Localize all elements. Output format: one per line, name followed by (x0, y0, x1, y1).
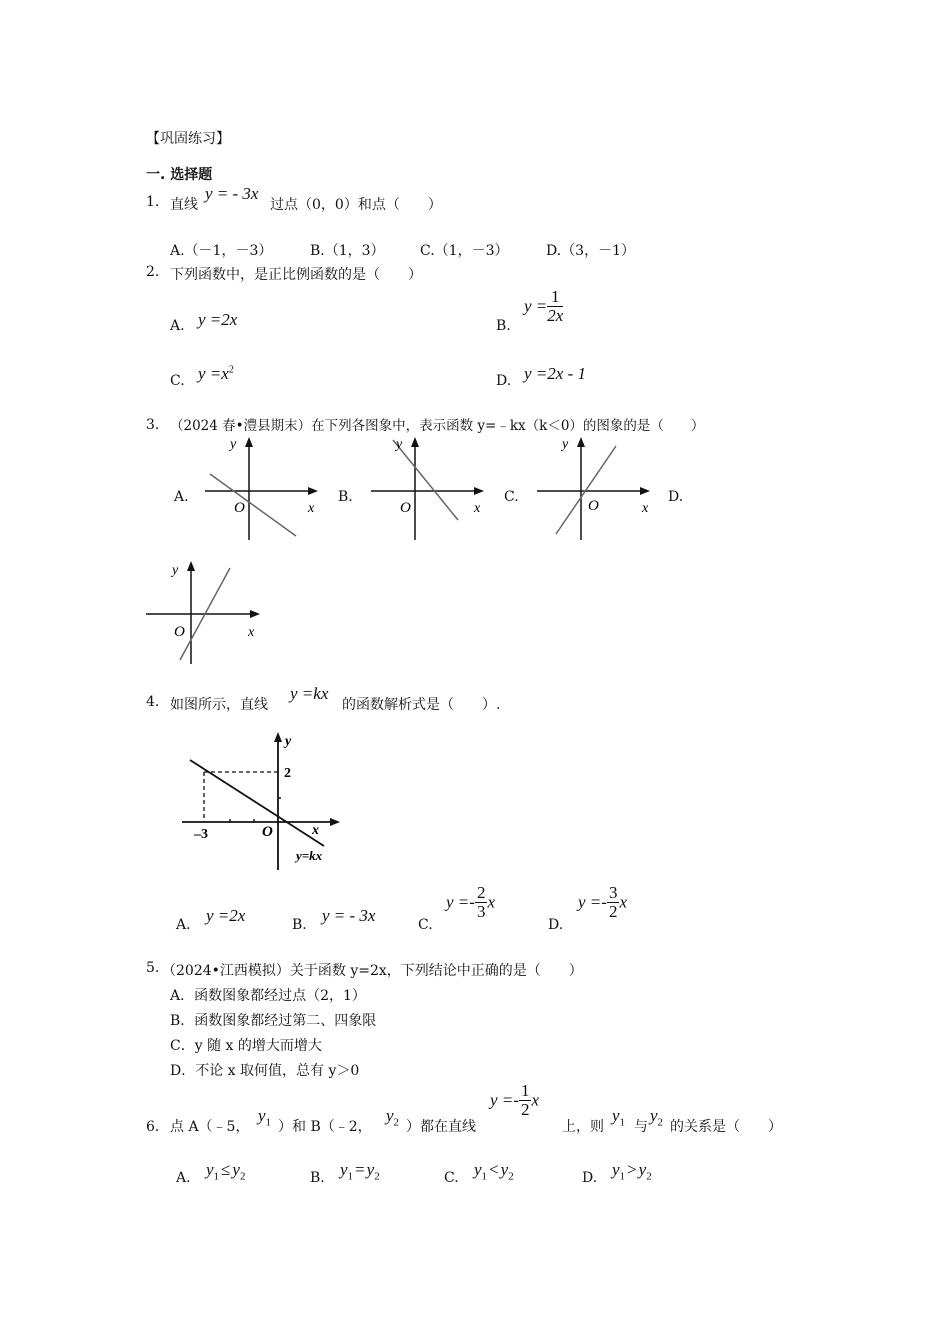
q6-y1-ref-var: y (612, 1106, 620, 1125)
q2-option-b-denominator: 2x (547, 306, 564, 325)
q2-option-d: y =2x - 1 (524, 364, 586, 383)
q6-y2-ref-sub: 2 (657, 1116, 664, 1129)
q6-line-formula (490, 1082, 539, 1119)
q2-option-c-exponent: 2 (228, 364, 234, 376)
q6-c-y1: y (474, 1160, 482, 1179)
q6-option-d-label: D. (582, 1170, 598, 1186)
q4-option-a-label: A. (176, 917, 191, 933)
q2-option-a-label: A. (170, 318, 185, 334)
y-arrow (577, 437, 585, 447)
q1-prefix: 直线 (170, 197, 198, 213)
q2-number: 2. (146, 264, 160, 280)
q6-text-2: ）和 B（﹣2， (278, 1119, 372, 1135)
q5-number: 5. (146, 960, 160, 976)
q4-formula: y =kx (290, 684, 329, 703)
q6-line-numerator: 1 (520, 1081, 530, 1100)
y-axis-label: y (285, 734, 292, 749)
q2-option-c (198, 364, 234, 384)
q4-prefix: 如图所示，直线 (170, 697, 268, 713)
q3-option-a-label: A. (174, 489, 189, 505)
q4-option-b-label: B. (292, 917, 307, 933)
y-arrow (274, 732, 282, 742)
q6-d-y1-sub: 1 (619, 1170, 626, 1183)
q1-formula: y = - 3x (205, 184, 259, 203)
origin-label: O (588, 498, 599, 514)
q3-graph-d (142, 556, 266, 668)
q6-c-y2: y (500, 1160, 509, 1179)
q6-d-y1: y (612, 1160, 620, 1179)
q6-text-5: 与 (634, 1119, 648, 1135)
q6-y2-var: y (386, 1106, 394, 1125)
q4-option-d-fraction (607, 884, 620, 921)
q6-c-y2-sub: 2 (508, 1170, 514, 1183)
q6-c-relation: < (489, 1160, 499, 1179)
y-arrow (245, 437, 253, 447)
q6-line-var: x (531, 1090, 539, 1110)
q6-d-y2-sub: 2 (646, 1170, 652, 1183)
q6-text-4: 上，则 (562, 1119, 604, 1135)
q6-a-y2: y (232, 1160, 240, 1179)
y-axis-label: y (396, 437, 403, 452)
q1-option-c: C.（1，－3） (420, 243, 509, 259)
q6-line-lhs: y =- (490, 1090, 519, 1110)
origin-label: O (174, 624, 185, 640)
graph-line (210, 474, 296, 536)
q6-y1 (258, 1106, 271, 1128)
q1-number: 1. (146, 194, 160, 210)
q4-option-c (446, 884, 495, 921)
q3-graph-a (200, 432, 322, 544)
q3-graph-b (366, 432, 488, 544)
q2-stem: 下列函数中，是正比例函数的是（ ） (170, 267, 422, 283)
q4-option-c-denominator: 3 (476, 902, 486, 921)
x-axis-label: x (474, 501, 481, 516)
q6-line-fraction (519, 1082, 532, 1119)
q4-option-d-denominator: 2 (608, 902, 618, 921)
q2-option-b-fraction (547, 288, 563, 325)
q6-text-3: ）都在直线 (406, 1119, 476, 1135)
q3-option-b-label: B. (338, 489, 353, 505)
q6-b-y2: y (366, 1160, 375, 1179)
q6-text-1: 点 A（﹣5， (170, 1119, 250, 1135)
section-title: 【巩固练习】 (146, 131, 230, 147)
q6-y2-ref-var: y (650, 1106, 658, 1125)
x-arrow (474, 487, 484, 495)
origin-label: O (400, 500, 411, 516)
q3-number: 3． (146, 417, 169, 433)
q6-option-b-label: B. (310, 1170, 325, 1186)
q2-option-b-label: B. (496, 318, 511, 334)
q2-option-a: y =2x (198, 310, 238, 329)
q3-graph-c (532, 432, 654, 544)
q4-option-b: y = - 3x (322, 906, 376, 925)
x-axis-label: x (248, 625, 255, 640)
q1-option-a: A.（－1，－3） (170, 243, 273, 259)
part-title: 一. 选择题 (146, 167, 213, 183)
q6-b-relation: = (355, 1160, 365, 1179)
q4-option-d-lhs: y =- (578, 892, 607, 912)
q4-number: 4. (146, 694, 160, 710)
q3-option-c-label: C. (504, 489, 519, 505)
q1-suffix: 过点（0，0）和点（ ） (270, 197, 442, 213)
x-arrow (308, 487, 318, 495)
q4-option-c-numerator: 2 (476, 883, 486, 902)
q2-option-c-label: C. (170, 373, 185, 389)
q5-option-a: A．函数图象都经过点（2，1） (170, 988, 366, 1004)
q5-option-b: B．函数图象都经过第二、四象限 (170, 1013, 377, 1029)
q6-d-y2: y (638, 1160, 647, 1179)
q5-option-d: D．不论 x 取何值，总有 y＞0 (170, 1063, 360, 1079)
q2-option-b (524, 288, 563, 325)
x-axis-label: x (308, 501, 315, 516)
q6-b-y2-sub: 2 (374, 1170, 380, 1183)
origin-label: O (234, 500, 245, 516)
q6-b-y1-sub: 1 (347, 1170, 354, 1183)
y-tick-label: 2 (284, 766, 291, 781)
q4-graph (170, 726, 350, 874)
q6-y1-ref-sub: 1 (619, 1116, 626, 1129)
y-arrow (187, 561, 195, 571)
q3-option-d-label: D. (668, 489, 684, 505)
x-arrow (330, 818, 340, 826)
q1-option-d: D.（3，－1） (546, 243, 635, 259)
q6-a-relation: ≤ (221, 1160, 231, 1179)
x-tick-label: –3 (194, 827, 208, 842)
y-axis-label: y (230, 437, 237, 452)
q4-option-d (578, 884, 627, 921)
graph-line (556, 446, 616, 534)
x-axis-label: x (312, 823, 319, 838)
q6-option-a-label: A. (176, 1170, 191, 1186)
q6-option-c-label: C. (444, 1170, 459, 1186)
q6-option-d (612, 1160, 652, 1182)
q4-option-c-label: C. (418, 917, 433, 933)
q6-y2-sub: 2 (393, 1116, 400, 1129)
q6-option-a (206, 1160, 245, 1182)
line-label: y=kx (296, 848, 323, 863)
x-arrow (640, 487, 650, 495)
q6-a-y1-sub: 1 (213, 1170, 220, 1183)
q6-option-b (340, 1160, 380, 1182)
q6-text-6: 的关系是（ ） (670, 1119, 782, 1135)
y-axis-label: y (172, 563, 179, 578)
q6-y1-sub: 1 (265, 1116, 272, 1129)
q6-y1-var: y (258, 1106, 266, 1125)
q5-stem: （2024•江西模拟）关于函数 y=2x，下列结论中正确的是（ ） (162, 963, 583, 979)
origin-label: O (262, 824, 273, 840)
q4-option-c-fraction (475, 884, 488, 921)
q6-y2 (386, 1106, 399, 1128)
q4-option-d-label: D. (548, 917, 564, 933)
q6-y1-ref (612, 1106, 625, 1128)
x-arrow (250, 610, 260, 618)
q6-a-y1: y (206, 1160, 214, 1179)
kx-line (190, 760, 324, 846)
q2-option-d-label: D. (496, 373, 512, 389)
q5-option-c: C．y 随 x 的增大而增大 (170, 1038, 322, 1054)
q6-line-denominator: 2 (520, 1100, 530, 1119)
q4-option-d-numerator: 3 (608, 883, 618, 902)
q4-option-c-var: x (487, 892, 495, 912)
y-axis-label: y (562, 437, 569, 452)
q2-option-b-lhs: y = (524, 296, 548, 316)
q6-option-c (474, 1160, 514, 1182)
q6-y2-ref (650, 1106, 663, 1128)
q4-option-d-var: x (619, 892, 627, 912)
q1-option-b: B.（1，3） (310, 243, 385, 259)
q6-d-relation: > (627, 1160, 637, 1179)
q2-option-b-numerator: 1 (547, 288, 563, 307)
q4-option-c-lhs: y =- (446, 892, 475, 912)
q6-a-y2-sub: 2 (239, 1170, 246, 1183)
q2-option-c-base: y =x (198, 364, 229, 383)
q4-suffix: 的函数解析式是（ ）. (342, 697, 501, 713)
q6-c-y1-sub: 1 (481, 1170, 488, 1183)
q6-b-y1: y (340, 1160, 348, 1179)
q3-stem: （2024 春•澧县期末）在下列各图象中，表示函数 y=﹣kx（k＜0）的图象的是（ ） (170, 418, 705, 434)
q4-option-a: y =2x (206, 906, 246, 925)
q6-number: 6． (146, 1119, 169, 1135)
x-axis-label: x (642, 501, 649, 516)
y-arrow (411, 437, 419, 447)
